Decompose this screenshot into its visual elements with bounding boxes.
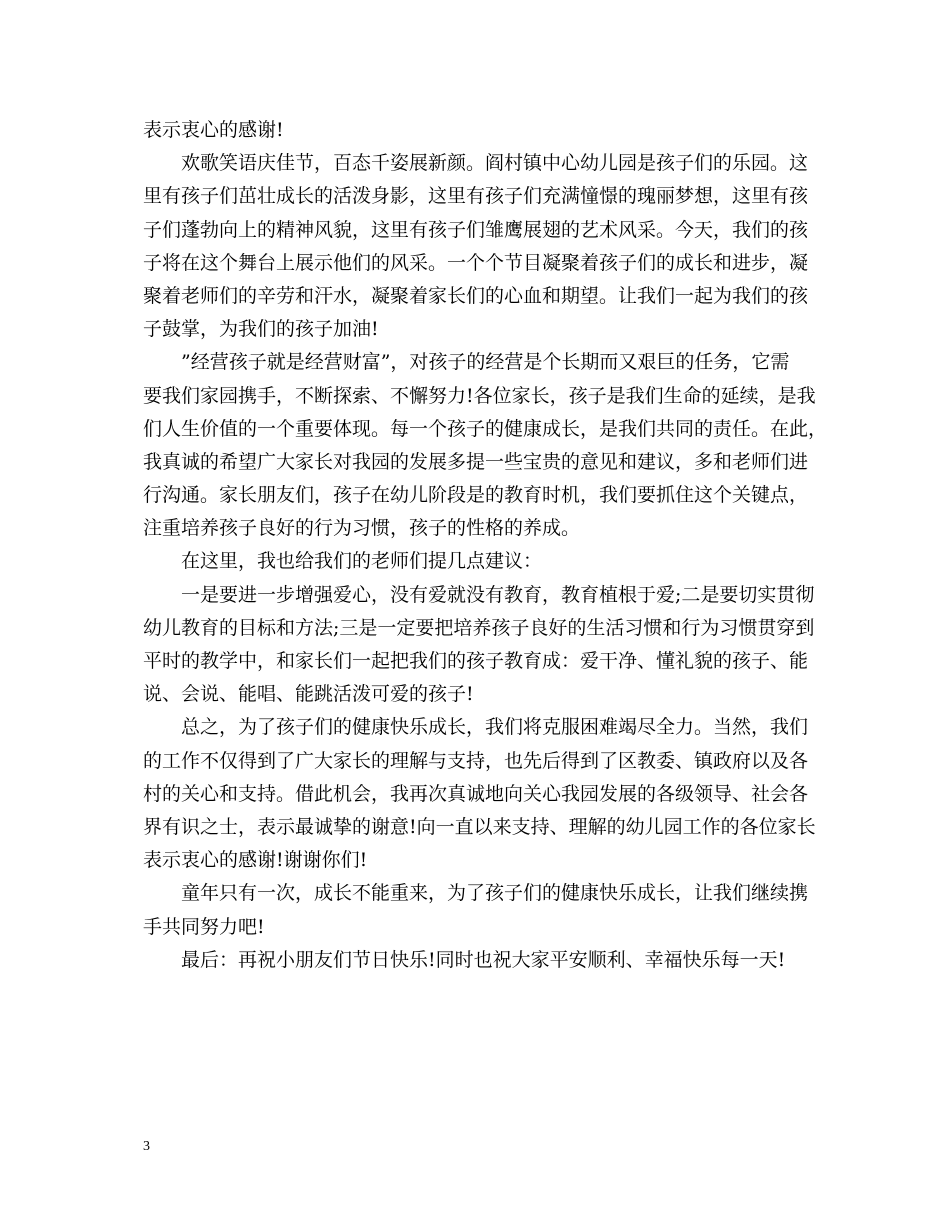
text-line: 说、会说、能唱、能跳活泼可爱的孩子! <box>143 683 474 706</box>
text-line: 在这里，我也给我们的老师们提几点建议： <box>181 550 543 573</box>
text-line: 注重培养孩子良好的行为习惯，孩子的性格的养成。 <box>143 517 581 540</box>
document-body <box>143 114 828 977</box>
paragraph-5 <box>143 579 828 712</box>
text-line: ”经营孩子就是经营财富”，对孩子的经营是个长期而又艰巨的任务，它需 <box>181 351 790 374</box>
text-line: 最后：再祝小朋友们节日快乐!同时也祝大家平安顺利、幸福快乐每一天! <box>181 948 786 971</box>
page-number: 3 <box>143 1139 150 1154</box>
paragraph-3 <box>143 346 828 545</box>
text-line: 聚着老师们的辛劳和汗水，凝聚着家长们的心血和期望。让我们一起为我们的孩 <box>143 284 809 307</box>
text-line: 界有识之士，表示最诚挚的谢意!向一直以来支持、理解的幼儿园工作的各位家长 <box>143 815 816 838</box>
text-line: 平时的教学中，和家长们一起把我们的孩子教育成：爱干净、懂礼貌的孩子、能 <box>143 650 809 672</box>
text-line: 的工作不仅得到了广大家长的理解与支持，也先后得到了区教委、镇政府以及各 <box>143 749 809 772</box>
text-line: 一是要进一步增强爱心，没有爱就没有教育，教育植根于爱;二是要切实贯彻 <box>181 583 815 606</box>
paragraph-1 <box>143 114 828 147</box>
text-line: 幼儿教育的目标和方法;三是一定要把培养孩子良好的生活习惯和行为习惯贯穿到 <box>143 616 815 639</box>
text-line: 子将在这个舞台上展示他们的风采。一个个节目凝聚着孩子们的成长和进步，凝 <box>143 251 809 274</box>
paragraph-8 <box>143 944 828 977</box>
text-line: 里有孩子们茁壮成长的活泼身影，这里有孩子们充满憧憬的瑰丽梦想，这里有孩 <box>143 185 809 208</box>
paragraph-4 <box>143 545 828 578</box>
text-line: 总之，为了孩子们的健康快乐成长，我们将克服困难竭尽全力。当然，我们 <box>181 716 809 739</box>
paragraph-7 <box>143 877 828 943</box>
text-line: 手共同努力吧! <box>143 915 265 938</box>
text-line: 行沟通。家长朋友们，孩子在幼儿阶段是的教育时机，我们要抓住这个关键点， <box>143 484 809 507</box>
text-line: 表示衷心的感谢! <box>143 119 284 141</box>
paragraph-6 <box>143 711 828 877</box>
text-line: 子鼓掌，为我们的孩子加油! <box>143 318 379 341</box>
paragraph-2 <box>143 147 828 346</box>
text-line: 子们蓬勃向上的精神风貌，这里有孩子们雏鹰展翅的艺术风采。今天，我们的孩 <box>143 218 809 241</box>
text-line: 村的关心和支持。借此机会，我再次真诚地向关心我园发展的各级领导、社会各 <box>143 782 809 805</box>
text-line: 欢歌笑语庆佳节，百态千姿展新颜。阎村镇中心幼儿园是孩子们的乐园。这 <box>181 152 809 175</box>
text-line: 我真诚的希望广大家长对我园的发展多提一些宝贵的意见和建议，多和老师们进 <box>143 450 809 473</box>
text-line: 要我们家园携手，不断探索、不懈努力!各位家长，孩子是我们生命的延续，是我 <box>143 384 816 407</box>
text-line: 表示衷心的感谢!谢谢你们! <box>143 849 368 872</box>
text-line: 们人生价值的一个重要体现。每一个孩子的健康成长，是我们共同的责任。在此， <box>143 417 828 440</box>
text-line: 童年只有一次，成长不能重来，为了孩子们的健康快乐成长，让我们继续携 <box>181 882 809 905</box>
